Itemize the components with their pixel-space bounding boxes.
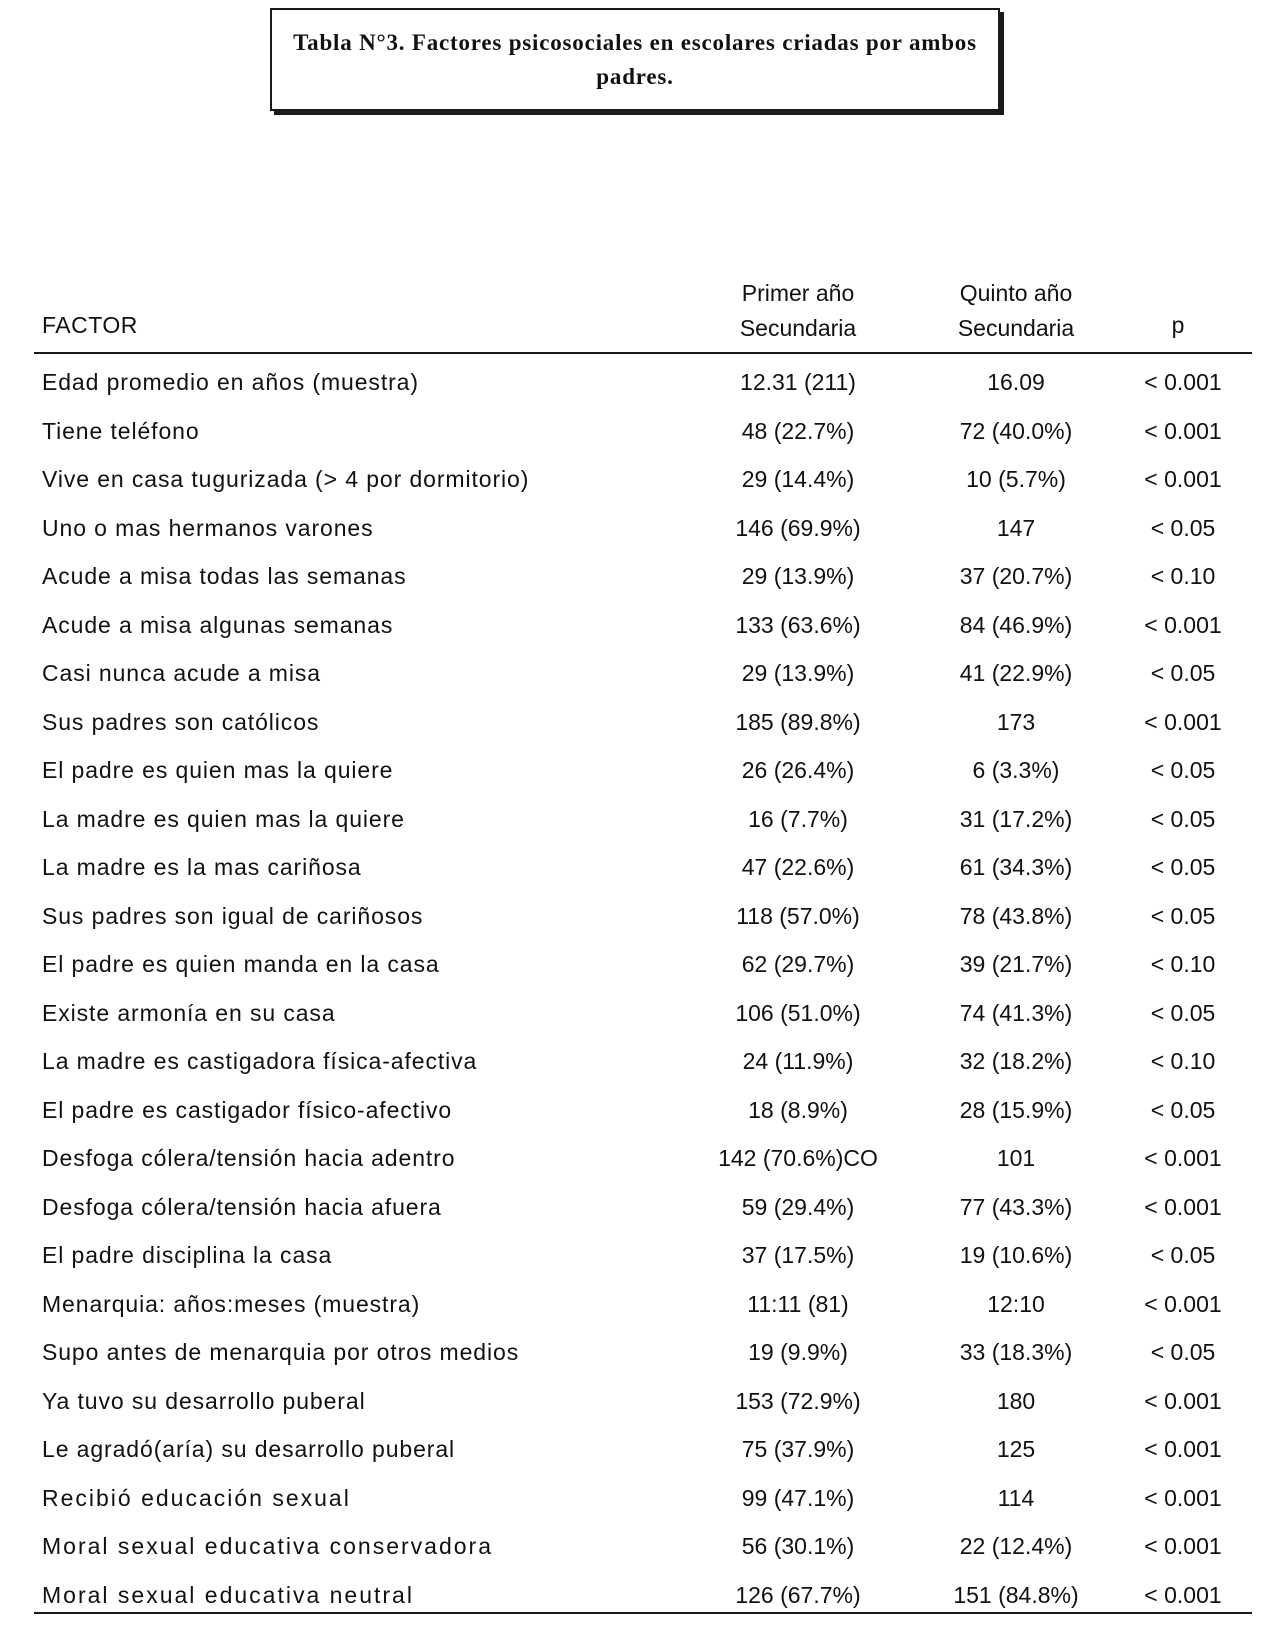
p-value-cell: < 0.001	[1144, 1145, 1222, 1171]
quinto-ano-cell: 12:10	[987, 1290, 1045, 1317]
quinto-ano-cell: 84 (46.9%)	[959, 611, 1073, 638]
table-row	[0, 1136, 1285, 1185]
quinto-ano-cell: 147	[996, 514, 1036, 541]
p-value-cell: < 0.001	[1144, 611, 1222, 638]
header-factor: FACTOR	[42, 312, 138, 338]
header-quinto-ano	[906, 276, 1126, 346]
table-row	[0, 1330, 1285, 1379]
quinto-ano-cell: 173	[996, 708, 1036, 735]
primer-ano-cell: 99 (47.1%)	[741, 1484, 855, 1511]
factor-cell: La madre es la mas cariñosa	[42, 854, 362, 880]
factor-cell: La madre es quien mas la quiere	[42, 805, 405, 832]
quinto-ano-cell: 41 (22.9%)	[959, 660, 1073, 686]
primer-ano-cell: 29 (13.9%)	[741, 563, 855, 589]
primer-ano-cell: 24 (11.9%)	[742, 1048, 854, 1074]
quinto-ano-cell: 33 (18.3%)	[959, 1339, 1073, 1365]
table-row	[0, 797, 1285, 846]
table-row	[0, 457, 1285, 506]
p-value-cell: < 0.001	[1144, 1290, 1222, 1317]
primer-ano-cell: 47 (22.6%)	[741, 854, 855, 880]
factor-cell: Tiene teléfono	[42, 417, 200, 444]
factor-cell: Menarquia: años:meses (muestra)	[42, 1290, 421, 1317]
primer-ano-cell: 118 (57.0%)	[736, 902, 860, 929]
p-value-cell: < 0.001	[1144, 1436, 1222, 1462]
table-row	[0, 1039, 1285, 1088]
factor-cell: Sus padres son católicos	[42, 708, 320, 735]
p-value-cell: < 0.05	[1150, 660, 1216, 686]
factor-cell: El padre disciplina la casa	[42, 1242, 333, 1268]
primer-ano-cell: 153 (72.9%)	[735, 1387, 861, 1414]
header-primer-ano-line1: Primer año	[741, 280, 855, 306]
table-row	[0, 1185, 1285, 1234]
factor-cell: Existe armonía en su casa	[42, 999, 336, 1026]
table-row	[0, 748, 1285, 797]
p-value-cell: < 0.05	[1150, 514, 1216, 541]
p-value-cell: < 0.001	[1144, 1533, 1222, 1559]
quinto-ano-cell: 151 (84.8%)	[953, 1581, 1079, 1608]
header-primer-ano	[688, 276, 908, 346]
p-value-cell: < 0.05	[1150, 805, 1216, 832]
table-row	[0, 1379, 1285, 1428]
p-value-cell: < 0.001	[1144, 708, 1222, 735]
quinto-ano-cell: 61 (34.3%)	[959, 854, 1073, 880]
primer-ano-cell: 29 (14.4%)	[741, 466, 855, 492]
primer-ano-cell: 59 (29.4%)	[741, 1193, 855, 1220]
table-row	[0, 1282, 1285, 1331]
table-row	[0, 845, 1285, 894]
primer-ano-cell: 16 (7.7%)	[748, 805, 848, 832]
quinto-ano-cell: 6 (3.3%)	[972, 757, 1060, 783]
quinto-ano-cell: 28 (15.9%)	[959, 1096, 1073, 1123]
p-value-cell: < 0.05	[1150, 757, 1216, 783]
factor-cell: Moral sexual educativa neutral	[42, 1581, 414, 1608]
table-row	[0, 651, 1285, 700]
primer-ano-cell: 19 (9.9%)	[748, 1339, 848, 1365]
p-value-cell: < 0.05	[1150, 902, 1216, 929]
factor-cell: El padre es quien mas la quiere	[42, 757, 394, 783]
table-title: Tabla N°3. Factores psicosociales en escolares criadas por ambos padres.	[270, 8, 1000, 111]
quinto-ano-cell: 31 (17.2%)	[959, 805, 1073, 832]
primer-ano-cell: 146 (69.9%)	[735, 514, 861, 541]
quinto-ano-cell: 16.09	[987, 369, 1045, 395]
quinto-ano-cell: 125	[996, 1436, 1036, 1462]
header-p: p	[1171, 312, 1185, 338]
table-row	[0, 1233, 1285, 1282]
factor-cell: Vive en casa tugurizada (> 4 por dormitorio)	[42, 466, 530, 492]
table-body	[0, 360, 1285, 1621]
quinto-ano-cell: 32 (18.2%)	[959, 1048, 1073, 1074]
primer-ano-cell: 37 (17.5%)	[741, 1242, 855, 1268]
header-primer-ano-line2: Secundaria	[739, 315, 857, 341]
factor-cell: Uno o mas hermanos varones	[42, 514, 374, 541]
table-row	[0, 409, 1285, 458]
quinto-ano-cell: 22 (12.4%)	[959, 1533, 1073, 1559]
factor-cell: Edad promedio en años (muestra)	[42, 369, 419, 395]
primer-ano-cell: 56 (30.1%)	[741, 1533, 855, 1559]
primer-ano-cell: 185 (89.8%)	[735, 708, 861, 735]
bottom-rule	[34, 1612, 1252, 1614]
primer-ano-cell: 106 (51.0%)	[735, 999, 861, 1026]
p-value-cell: < 0.001	[1144, 1387, 1222, 1414]
factor-cell: Acude a misa todas las semanas	[42, 563, 407, 589]
table-row	[0, 1088, 1285, 1137]
primer-ano-cell: 126 (67.7%)	[735, 1581, 861, 1608]
quinto-ano-cell: 78 (43.8%)	[959, 902, 1073, 929]
table-header	[0, 268, 1285, 354]
factor-cell: Desfoga cólera/tensión hacia adentro	[42, 1145, 456, 1171]
primer-ano-cell: 62 (29.7%)	[741, 951, 855, 977]
primer-ano-cell: 11:11 (81)	[747, 1290, 849, 1317]
p-value-cell: < 0.10	[1150, 951, 1216, 977]
p-value-cell: < 0.10	[1150, 1048, 1216, 1074]
quinto-ano-cell: 101	[996, 1145, 1036, 1171]
p-value-cell: < 0.05	[1150, 854, 1216, 880]
factor-cell: El padre es quien manda en la casa	[42, 951, 440, 977]
p-value-cell: < 0.05	[1150, 999, 1216, 1026]
factor-cell: Desfoga cólera/tensión hacia afuera	[42, 1193, 442, 1220]
p-value-cell: < 0.001	[1144, 1581, 1222, 1608]
table-row	[0, 700, 1285, 749]
table-row	[0, 1476, 1285, 1525]
table-row	[0, 942, 1285, 991]
factor-cell: El padre es castigador físico-afectivo	[42, 1096, 453, 1123]
table-row	[0, 554, 1285, 603]
p-value-cell: < 0.05	[1150, 1339, 1216, 1365]
primer-ano-cell: 75 (37.9%)	[741, 1436, 855, 1462]
quinto-ano-cell: 72 (40.0%)	[959, 417, 1073, 444]
factor-cell: Recibió educación sexual	[42, 1484, 351, 1511]
p-value-cell: < 0.05	[1150, 1096, 1216, 1123]
quinto-ano-cell: 19 (10.6%)	[959, 1242, 1073, 1268]
p-value-cell: < 0.001	[1144, 1193, 1222, 1220]
quinto-ano-cell: 74 (41.3%)	[959, 999, 1073, 1026]
p-value-cell: < 0.05	[1150, 1242, 1216, 1268]
primer-ano-cell: 26 (26.4%)	[741, 757, 855, 783]
table-row	[0, 1427, 1285, 1476]
table-row	[0, 991, 1285, 1040]
factor-cell: Le agradó(aría) su desarrollo puberal	[42, 1436, 456, 1462]
quinto-ano-cell: 114	[997, 1484, 1035, 1511]
primer-ano-cell: 142 (70.6%)CO	[718, 1145, 878, 1171]
p-value-cell: < 0.001	[1144, 466, 1222, 492]
quinto-ano-cell: 37 (20.7%)	[959, 563, 1073, 589]
primer-ano-cell: 48 (22.7%)	[741, 417, 855, 444]
p-value-cell: < 0.001	[1144, 369, 1222, 395]
primer-ano-cell: 133 (63.6%)	[735, 611, 861, 638]
quinto-ano-cell: 10 (5.7%)	[966, 466, 1066, 492]
p-value-cell: < 0.001	[1144, 417, 1222, 444]
primer-ano-cell: 29 (13.9%)	[741, 660, 855, 686]
table-row	[0, 894, 1285, 943]
header-quinto-ano-line1: Quinto año	[959, 280, 1073, 306]
header-rule	[34, 352, 1252, 354]
factor-cell: Ya tuvo su desarrollo puberal	[42, 1387, 366, 1414]
factor-cell: Acude a misa algunas semanas	[42, 611, 394, 638]
p-value-cell: < 0.10	[1150, 563, 1216, 589]
factor-cell: Casi nunca acude a misa	[42, 660, 321, 686]
quinto-ano-cell: 39 (21.7%)	[959, 951, 1073, 977]
factor-cell: La madre es castigadora física-afectiva	[42, 1048, 478, 1074]
table-row	[0, 1524, 1285, 1573]
p-value-cell: < 0.001	[1144, 1484, 1222, 1511]
table-row	[0, 506, 1285, 555]
quinto-ano-cell: 77 (43.3%)	[959, 1193, 1073, 1220]
factor-cell: Moral sexual educativa conservadora	[42, 1533, 493, 1559]
factor-cell: Supo antes de menarquia por otros medios	[42, 1339, 520, 1365]
factor-cell: Sus padres son igual de cariñosos	[42, 902, 424, 929]
table-row	[0, 360, 1285, 409]
primer-ano-cell: 12.31 (211)	[740, 369, 856, 395]
primer-ano-cell: 18 (8.9%)	[748, 1096, 848, 1123]
table-row	[0, 603, 1285, 652]
quinto-ano-cell: 180	[996, 1387, 1036, 1414]
header-quinto-ano-line2: Secundaria	[957, 315, 1075, 341]
